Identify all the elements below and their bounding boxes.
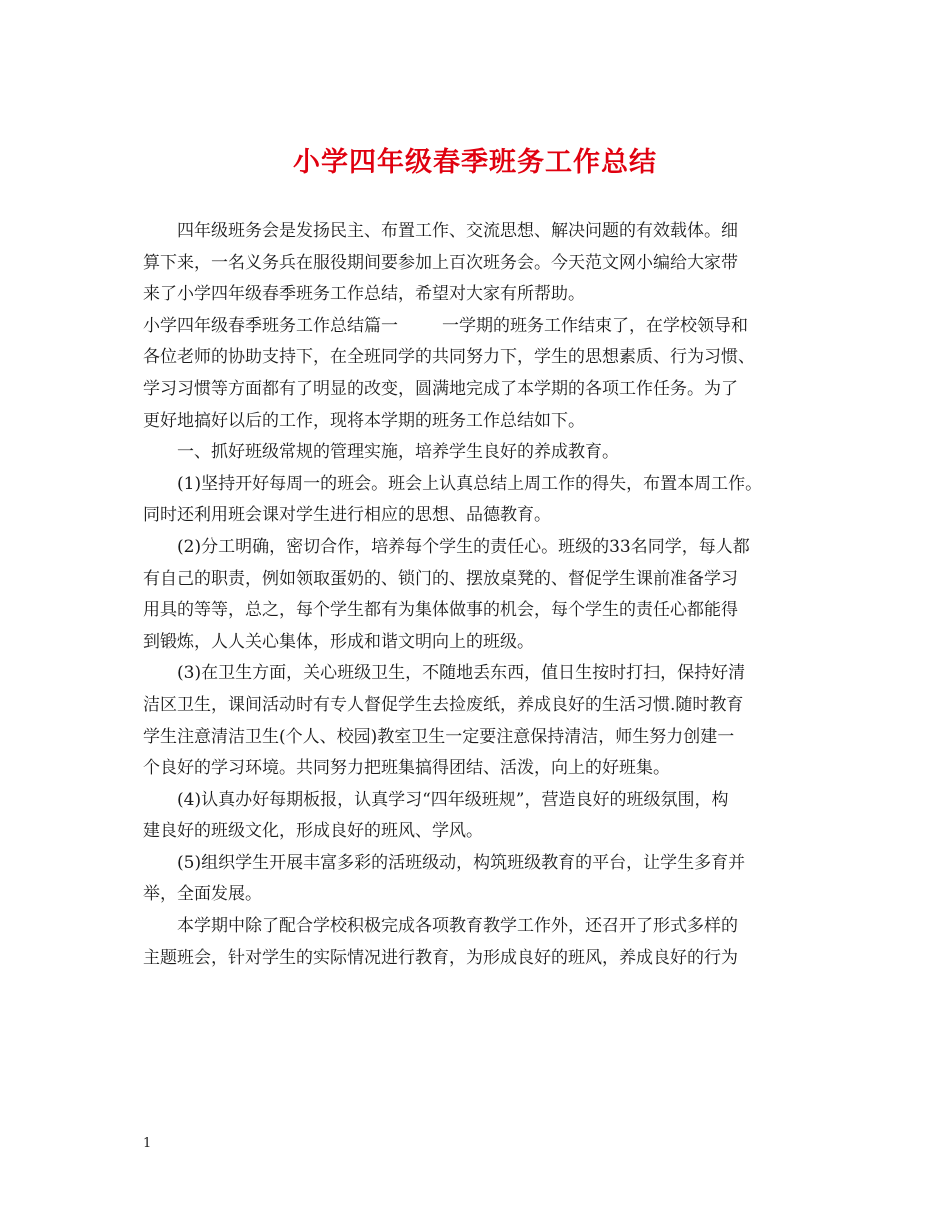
- text-line: (1)坚持开好每周一的班会。班会上认真总结上周工作的得失，布置本周工作。: [177, 473, 763, 494]
- text-line: (5)组织学生开展丰富多彩的活班级动，构筑班级教育的平台，让学生多育并: [177, 852, 746, 873]
- text-line: 举，全面发展。: [143, 884, 262, 905]
- text-line-with-heading: [143, 311, 813, 343]
- text-line: (4)认真办好每期板报，认真学习“四年级班规”，营造良好的班级氛围，构: [177, 789, 729, 810]
- text-line: 建良好的班级文化，形成良好的班风、学风。: [143, 821, 483, 842]
- page-title: 小学四年级春季班务工作总结: [293, 147, 657, 178]
- text-line: (3)在卫生方面，关心班级卫生，不随地丢东西，值日生按时打扫，保持好清: [177, 663, 746, 684]
- text-line: 更好地搞好以后的工作，现将本学期的班务工作总结如下。: [143, 410, 585, 431]
- text-line: 同时还利用班会课对学生进行相应的思想、品德教育。: [143, 505, 551, 526]
- text-line: 一、抓好班级常规的管理实施，培养学生良好的养成教育。: [177, 442, 619, 463]
- text-line: 个良好的学习环境。共同努力把班集搞得团结、活泼，向上的好班集。: [143, 758, 670, 779]
- text-line: 算下来，一名义务兵在服役期间要参加上百次班务会。今天范文网小编给大家带: [143, 252, 738, 273]
- text-line: 各位老师的协助支持下，在全班同学的共同努力下，学生的思想素质、行为习惯、: [143, 347, 755, 368]
- page-number: 1: [143, 1136, 152, 1151]
- text-line: 学习习惯等方面都有了明显的改变，圆满地完成了本学期的各项工作任务。为了: [143, 378, 738, 399]
- text-line: 主题班会，针对学生的实际情况进行教育，为形成良好的班风，养成良好的行为: [143, 947, 738, 968]
- section-intro: 一学期的班务工作结束了，在学校领导和: [442, 315, 748, 336]
- text-line: 有自己的职责，例如领取蛋奶的、锁门的、摆放桌凳的、督促学生课前准备学习: [143, 568, 738, 589]
- text-line: 四年级班务会是发扬民主、布置工作、交流思想、解决问题的有效载体。细: [177, 221, 738, 241]
- text-line: 本学期中除了配合学校积极完成各项教育教学工作外，还召开了形式多样的: [177, 916, 738, 937]
- text-line: 到锻炼，人人关心集体，形成和谐文明向上的班级。: [143, 631, 534, 652]
- text-line: 用具的等等，总之，每个学生都有为集体做事的机会，每个学生的责任心都能得: [143, 600, 738, 621]
- text-line: 洁区卫生，课间活动时有专人督促学生去捡废纸，养成良好的生活习惯.随时教育: [143, 694, 744, 715]
- document-body: [143, 216, 813, 974]
- text-line: (2)分工明确，密切合作，培养每个学生的责任心。班级的33名同学，每人都: [177, 536, 750, 557]
- text-line: 来了小学四年级春季班务工作总结，希望对大家有所帮助。: [143, 284, 585, 305]
- text-line: 学生注意清洁卫生(个人、校园)教室卫生一定要注意保持清洁，师生努力创建一: [143, 726, 735, 747]
- section-heading: 小学四年级春季班务工作总结篇一: [143, 315, 398, 336]
